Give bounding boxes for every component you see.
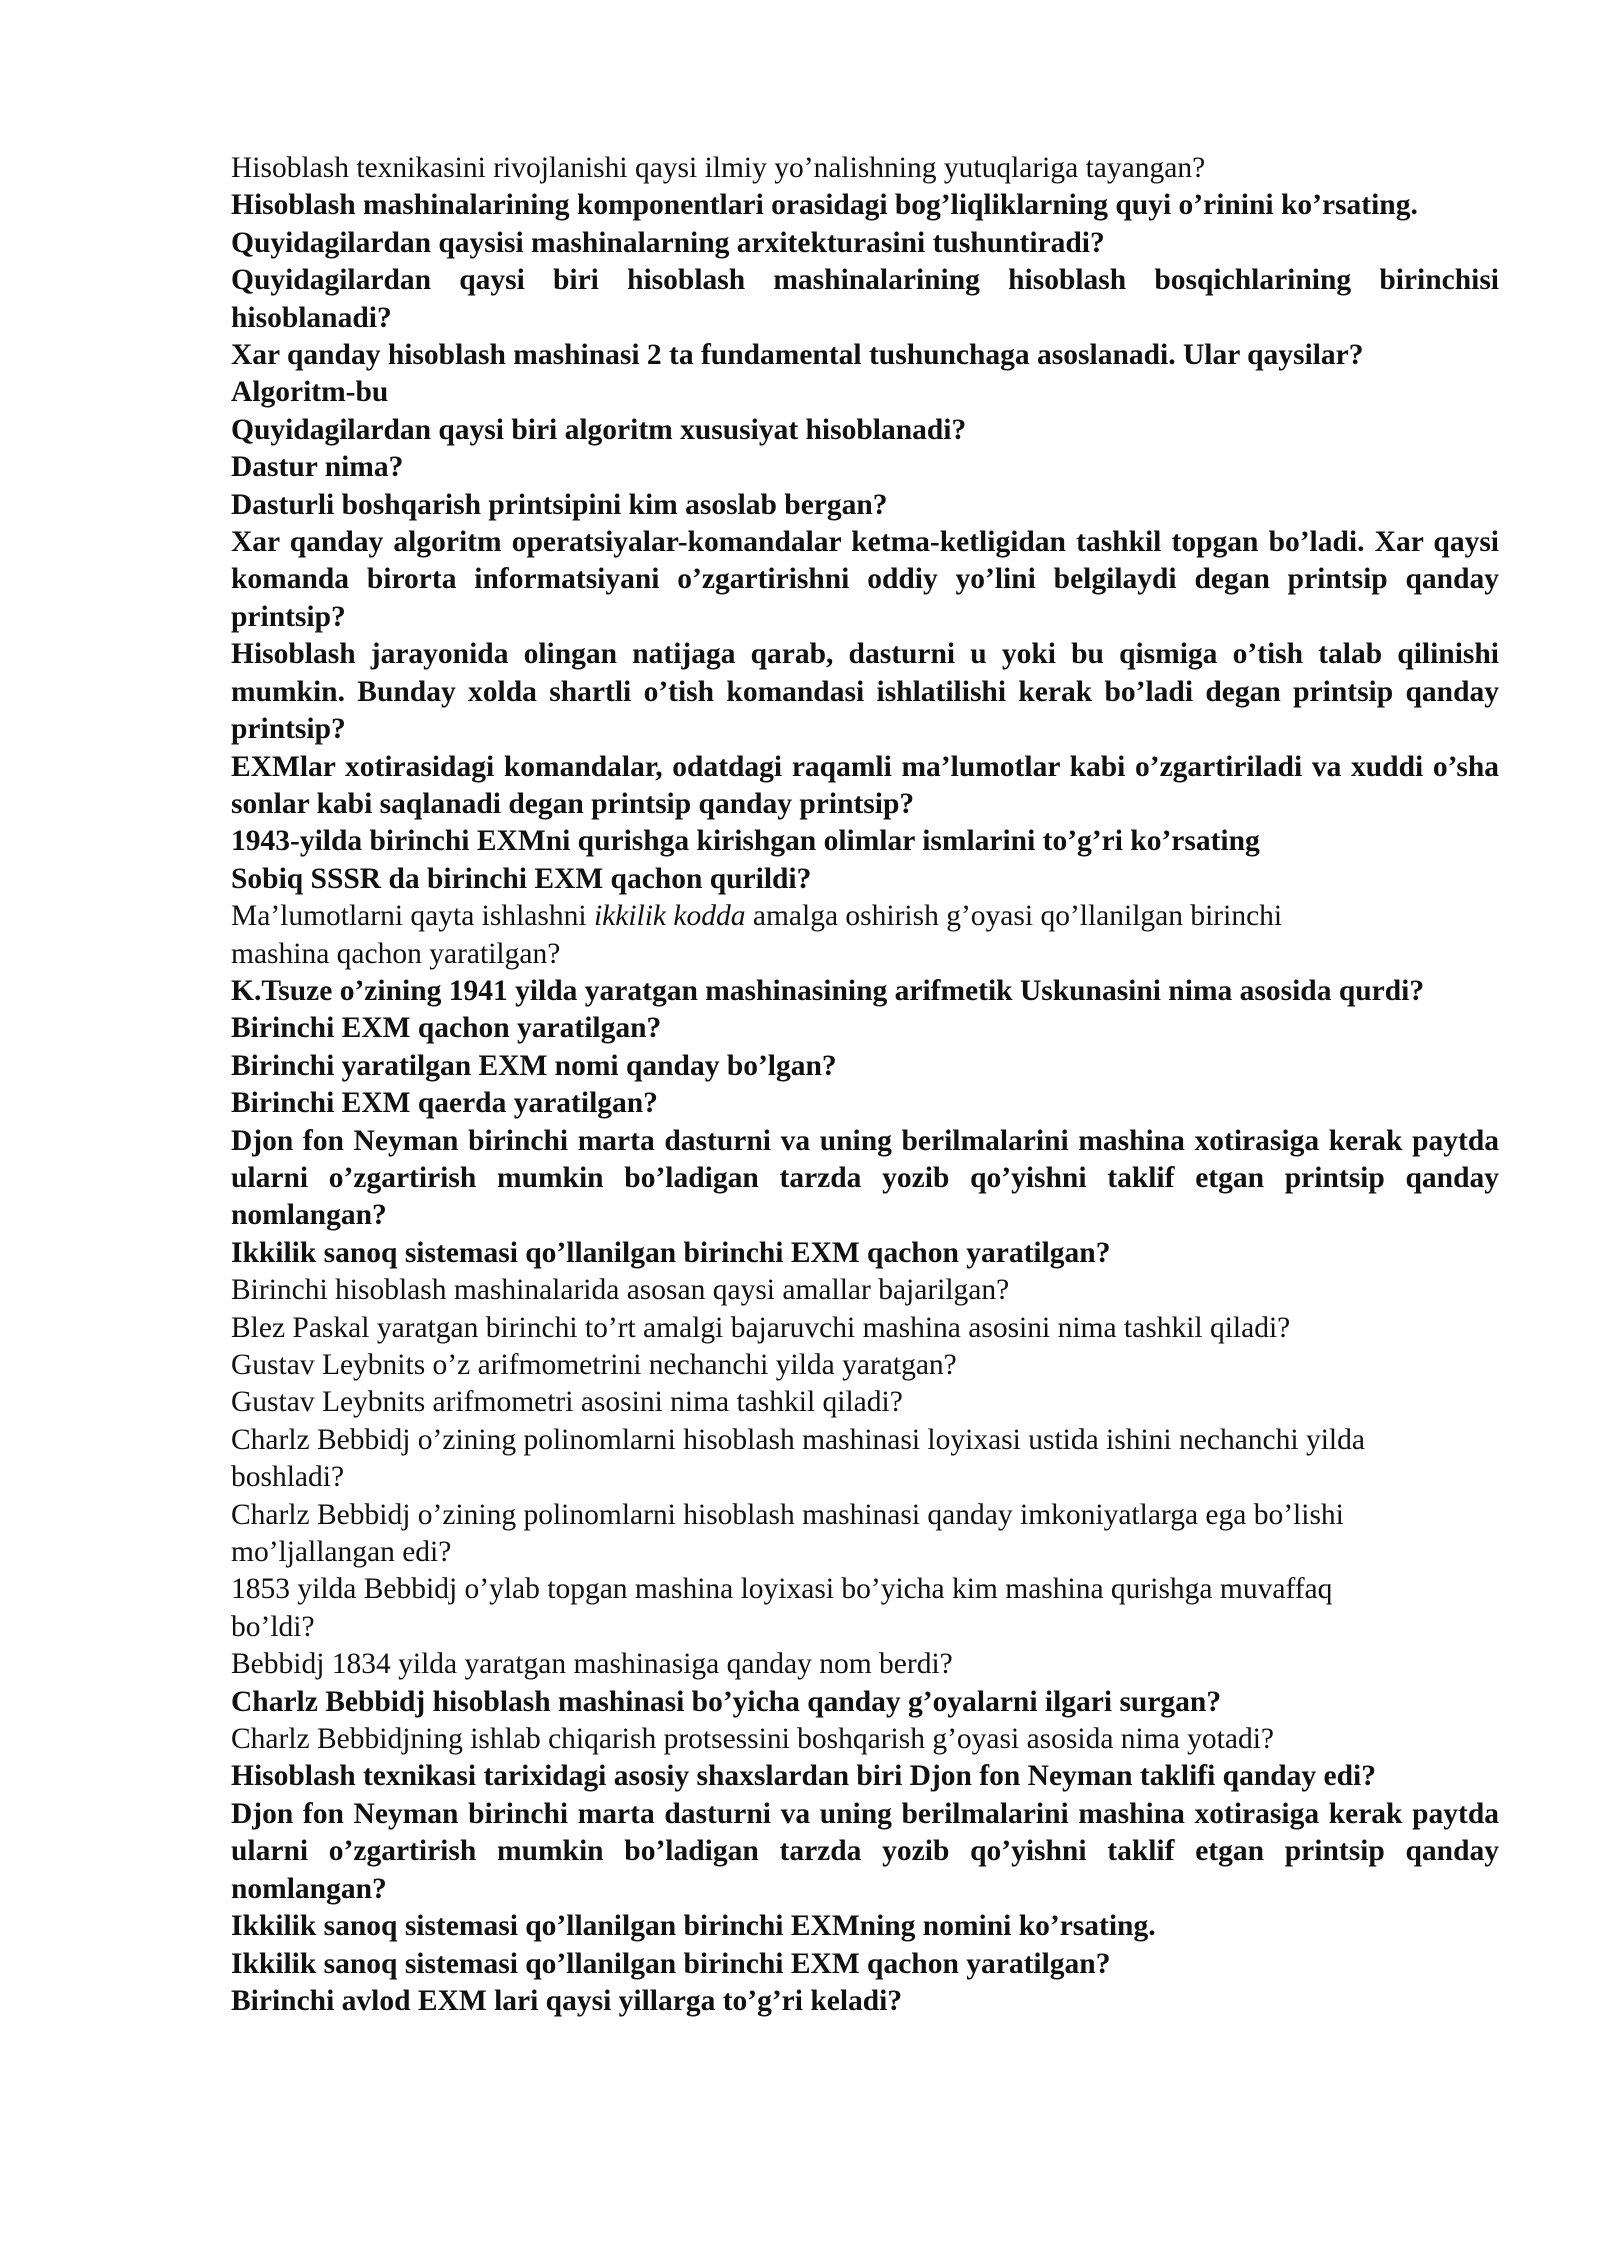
question-29: Bebbidj 1834 yilda yaratgan mashinasiga qanday nom berdi? <box>231 1648 953 1681</box>
question-28 <box>231 1571 1499 1646</box>
question-24: Gustav Leybnits o’z arifmometrini nechanchi yilda yaratgan? <box>231 1349 957 1381</box>
question-27 <box>231 1497 1499 1572</box>
question-10: Xar qanday algoritm operatsiyalar-komandalar ketma-ketligidan tashkil topgan bo’ladi. Xar qaysi komanda birorta informatsiyani o’zgartirishni oddiy yo’lini belgilaydi degan printsip qanday printsip? <box>231 526 1499 633</box>
question-31: Charlz Bebbidjning ishlab chiqarish protsessini boshqarish g’oyasi asosida nima yotadi? <box>231 1723 1274 1756</box>
question-7: Quyidagilardan qaysi biri algoritm xususiyat hisoblanadi? <box>231 413 967 446</box>
question-15-pre: Ma’lumotlarni qayta ishlashni <box>231 900 594 933</box>
question-27-line1: Charlz Bebbidj o’zining polinomlarni hisoblash mashinasi qanday imkoniyatlarga ega bo’lishi <box>231 1498 1344 1531</box>
question-3: Quyidagilardan qaysisi mashinalarning arxitekturasini tushuntiradi? <box>231 226 1105 259</box>
question-12: EXMlar xotirasidagi komandalar, odatdagi raqamli ma’lumotlar kabi o’zgartiriladi va xuddi o’sha sonlar kabi saqlanadi degan printsip qanday printsip? <box>231 750 1499 820</box>
question-2: Hisoblash mashinalarining komponentlari orasidagi bog’liqliklarning quyi o’rinini ko’rsating. <box>231 189 1418 222</box>
question-11: Hisoblash jarayonida olingan natijaga qarab, dasturni u yoki bu qismiga o’tish talab qilinishi mumkin. Bunday xolda shartli o’tish komandasi ishlatilishi kerak bo’ladi degan printsip qanday printsip? <box>231 638 1499 746</box>
question-20: Djon fon Neyman birinchi marta dasturni va uning berilmalarini mashina xotirasiga kerak paytda ularni o’zgartirish mumkin bo’ladigan tarzda yozib qo’yishni taklif etgan printsip qanday nomlangan? <box>231 1124 1499 1232</box>
question-15-italic: ikkilik kodda <box>593 900 746 933</box>
question-34: Ikkilik sanoq sistemasi qo’llanilgan birinchi EXMning nomini ko’rsating. <box>231 1910 1156 1943</box>
question-6: Algoritm-bu <box>231 376 389 409</box>
question-15-post-line1: amalga oshirish g’oyasi qo’llanilgan birinchi <box>745 900 1283 933</box>
question-16: K.Tsuze o’zining 1941 yilda yaratgan mashinasining arifmetik Uskunasini nima asosida qurdi? <box>231 974 1425 1007</box>
question-33: Djon fon Neyman birinchi marta dasturni va uning berilmalarini mashina xotirasiga kerak paytda ularni o’zgartirish mumkin bo’ladigan tarzda yozib qo’yishni taklif etgan printsip qanday nomlangan? <box>231 1797 1499 1905</box>
document-page <box>231 150 1499 2020</box>
question-21: Ikkilik sanoq sistemasi qo’llanilgan birinchi EXM qachon yaratilgan? <box>231 1236 1111 1269</box>
question-17: Birinchi EXM qachon yaratilgan? <box>231 1012 662 1045</box>
question-36: Birinchi avlod EXM lari qaysi yillarga to’g’ri keladi? <box>231 1984 903 2017</box>
question-22: Birinchi hisoblash mashinalarida asosan qaysi amallar bajarilgan? <box>231 1274 1010 1307</box>
question-1: Hisoblash texnikasini rivojlanishi qaysi ilmiy yo’nalishning yutuqlariga tayangan? <box>231 152 1206 184</box>
question-26-line1: Charlz Bebbidj o’zining polinomlarni hisoblash mashinasi loyixasi ustida ishini nechanchi yilda <box>231 1423 1365 1456</box>
question-18: Birinchi yaratilgan EXM nomi qanday bo’lgan? <box>231 1049 837 1082</box>
question-35: Ikkilik sanoq sistemasi qo’llanilgan birinchi EXM qachon yaratilgan? <box>231 1947 1111 1980</box>
question-15-post-line2: mashina qachon yaratilgan? <box>231 937 561 970</box>
question-8: Dastur nima? <box>231 451 404 484</box>
question-27-line2: mo’ljallangan edi? <box>231 1536 452 1569</box>
question-28-line1: 1853 yilda Bebbidj o’ylab topgan mashina loyixasi bo’yicha kim mashina qurishga muvaffaq <box>231 1573 1333 1606</box>
question-5: Xar qanday hisoblash mashinasi 2 ta fundamental tushunchaga asoslanadi. Ular qaysilar? <box>231 339 1364 372</box>
question-9: Dasturli boshqarish printsipini kim asoslab bergan? <box>231 488 888 521</box>
question-15 <box>231 898 1499 973</box>
question-14: Sobiq SSSR da birinchi EXM qachon qurildi? <box>231 862 812 895</box>
question-26-line2: boshladi? <box>231 1461 345 1494</box>
question-28-line2: bo’ldi? <box>231 1610 315 1643</box>
question-30: Charlz Bebbidj hisoblash mashinasi bo’yicha qanday g’oyalarni ilgari surgan? <box>231 1685 1222 1718</box>
question-23: Blez Paskal yaratgan birinchi to’rt amalgi bajaruvchi mashina asosini nima tashkil qiladi? <box>231 1311 1291 1344</box>
question-26 <box>231 1422 1499 1497</box>
question-19: Birinchi EXM qaerda yaratilgan? <box>231 1087 658 1120</box>
question-13: 1943-yilda birinchi EXMni qurishga kirishgan olimlar ismlarini to’g’ri ko’rsating <box>231 825 1260 858</box>
question-32: Hisoblash texnikasi tarixidagi asosiy shaxslardan biri Djon fon Neyman taklifi qanday edi? <box>231 1760 1376 1793</box>
question-25: Gustav Leybnits arifmometri asosini nima tashkil qiladi? <box>231 1386 903 1419</box>
question-4: Quyidagilardan qaysi biri hisoblash mashinalarining hisoblash bosqichlarining birinchisi hisoblanadi? <box>231 264 1499 334</box>
